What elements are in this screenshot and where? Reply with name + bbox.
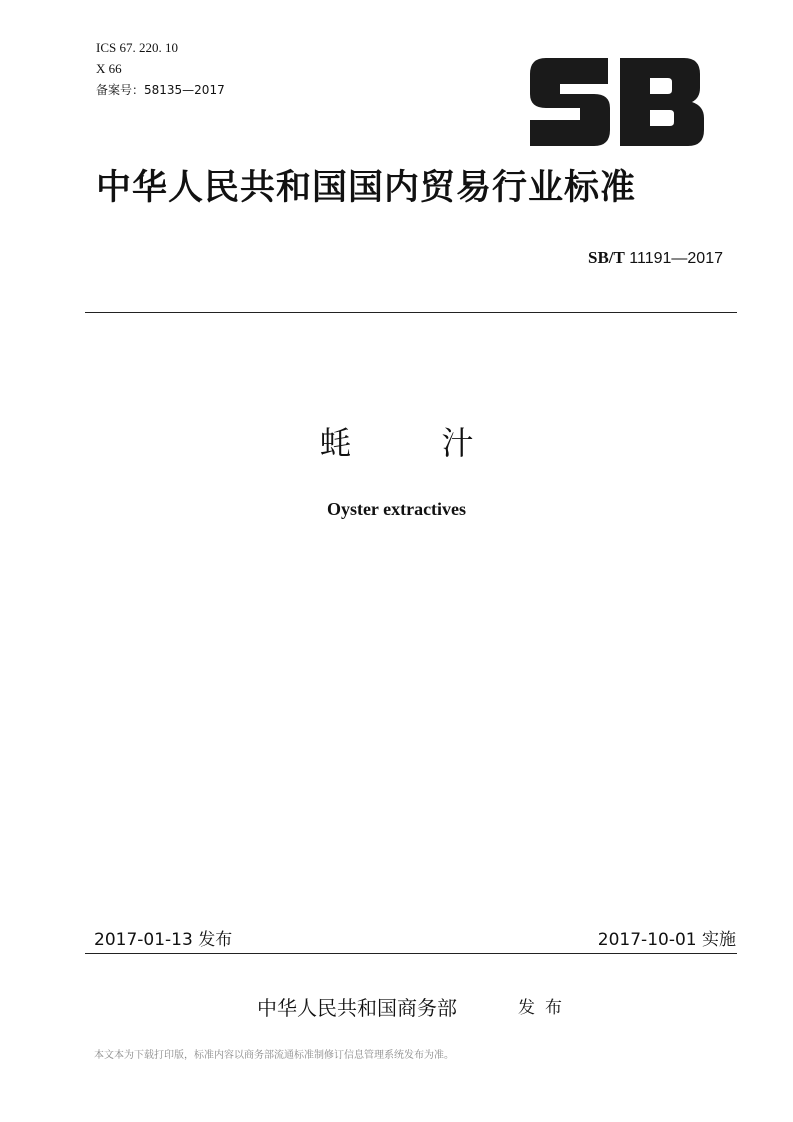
record-number: 备案号：58135—2017 [96, 83, 225, 97]
footer-disclaimer: 本文本为下载打印版，标准内容以商务部流通标准制修订信息管理系统发布为准。 [94, 1050, 454, 1061]
classification-code: X 66 [96, 61, 122, 76]
title-chinese: 蚝汁 [319, 424, 564, 462]
bottom-divider [85, 953, 737, 954]
issuing-action: 发布 [518, 998, 572, 1018]
standard-number [588, 248, 723, 269]
title-english: Oyster extractives [326, 499, 467, 519]
standard-code: 11191—2017 [624, 250, 723, 267]
issue-date: 2017-01-13 发布 [94, 930, 233, 950]
standard-prefix: SB/T [587, 248, 625, 267]
implementation-date: 2017-10-01 实施 [597, 930, 736, 950]
sb-logo [528, 58, 706, 146]
organization-title: 中华人民共和国国内贸易行业标准 [96, 168, 637, 208]
issuing-authority: 中华人民共和国商务部 [257, 996, 457, 1020]
ics-code: ICS 67. 220. 10 [96, 40, 178, 55]
top-divider [85, 312, 737, 313]
